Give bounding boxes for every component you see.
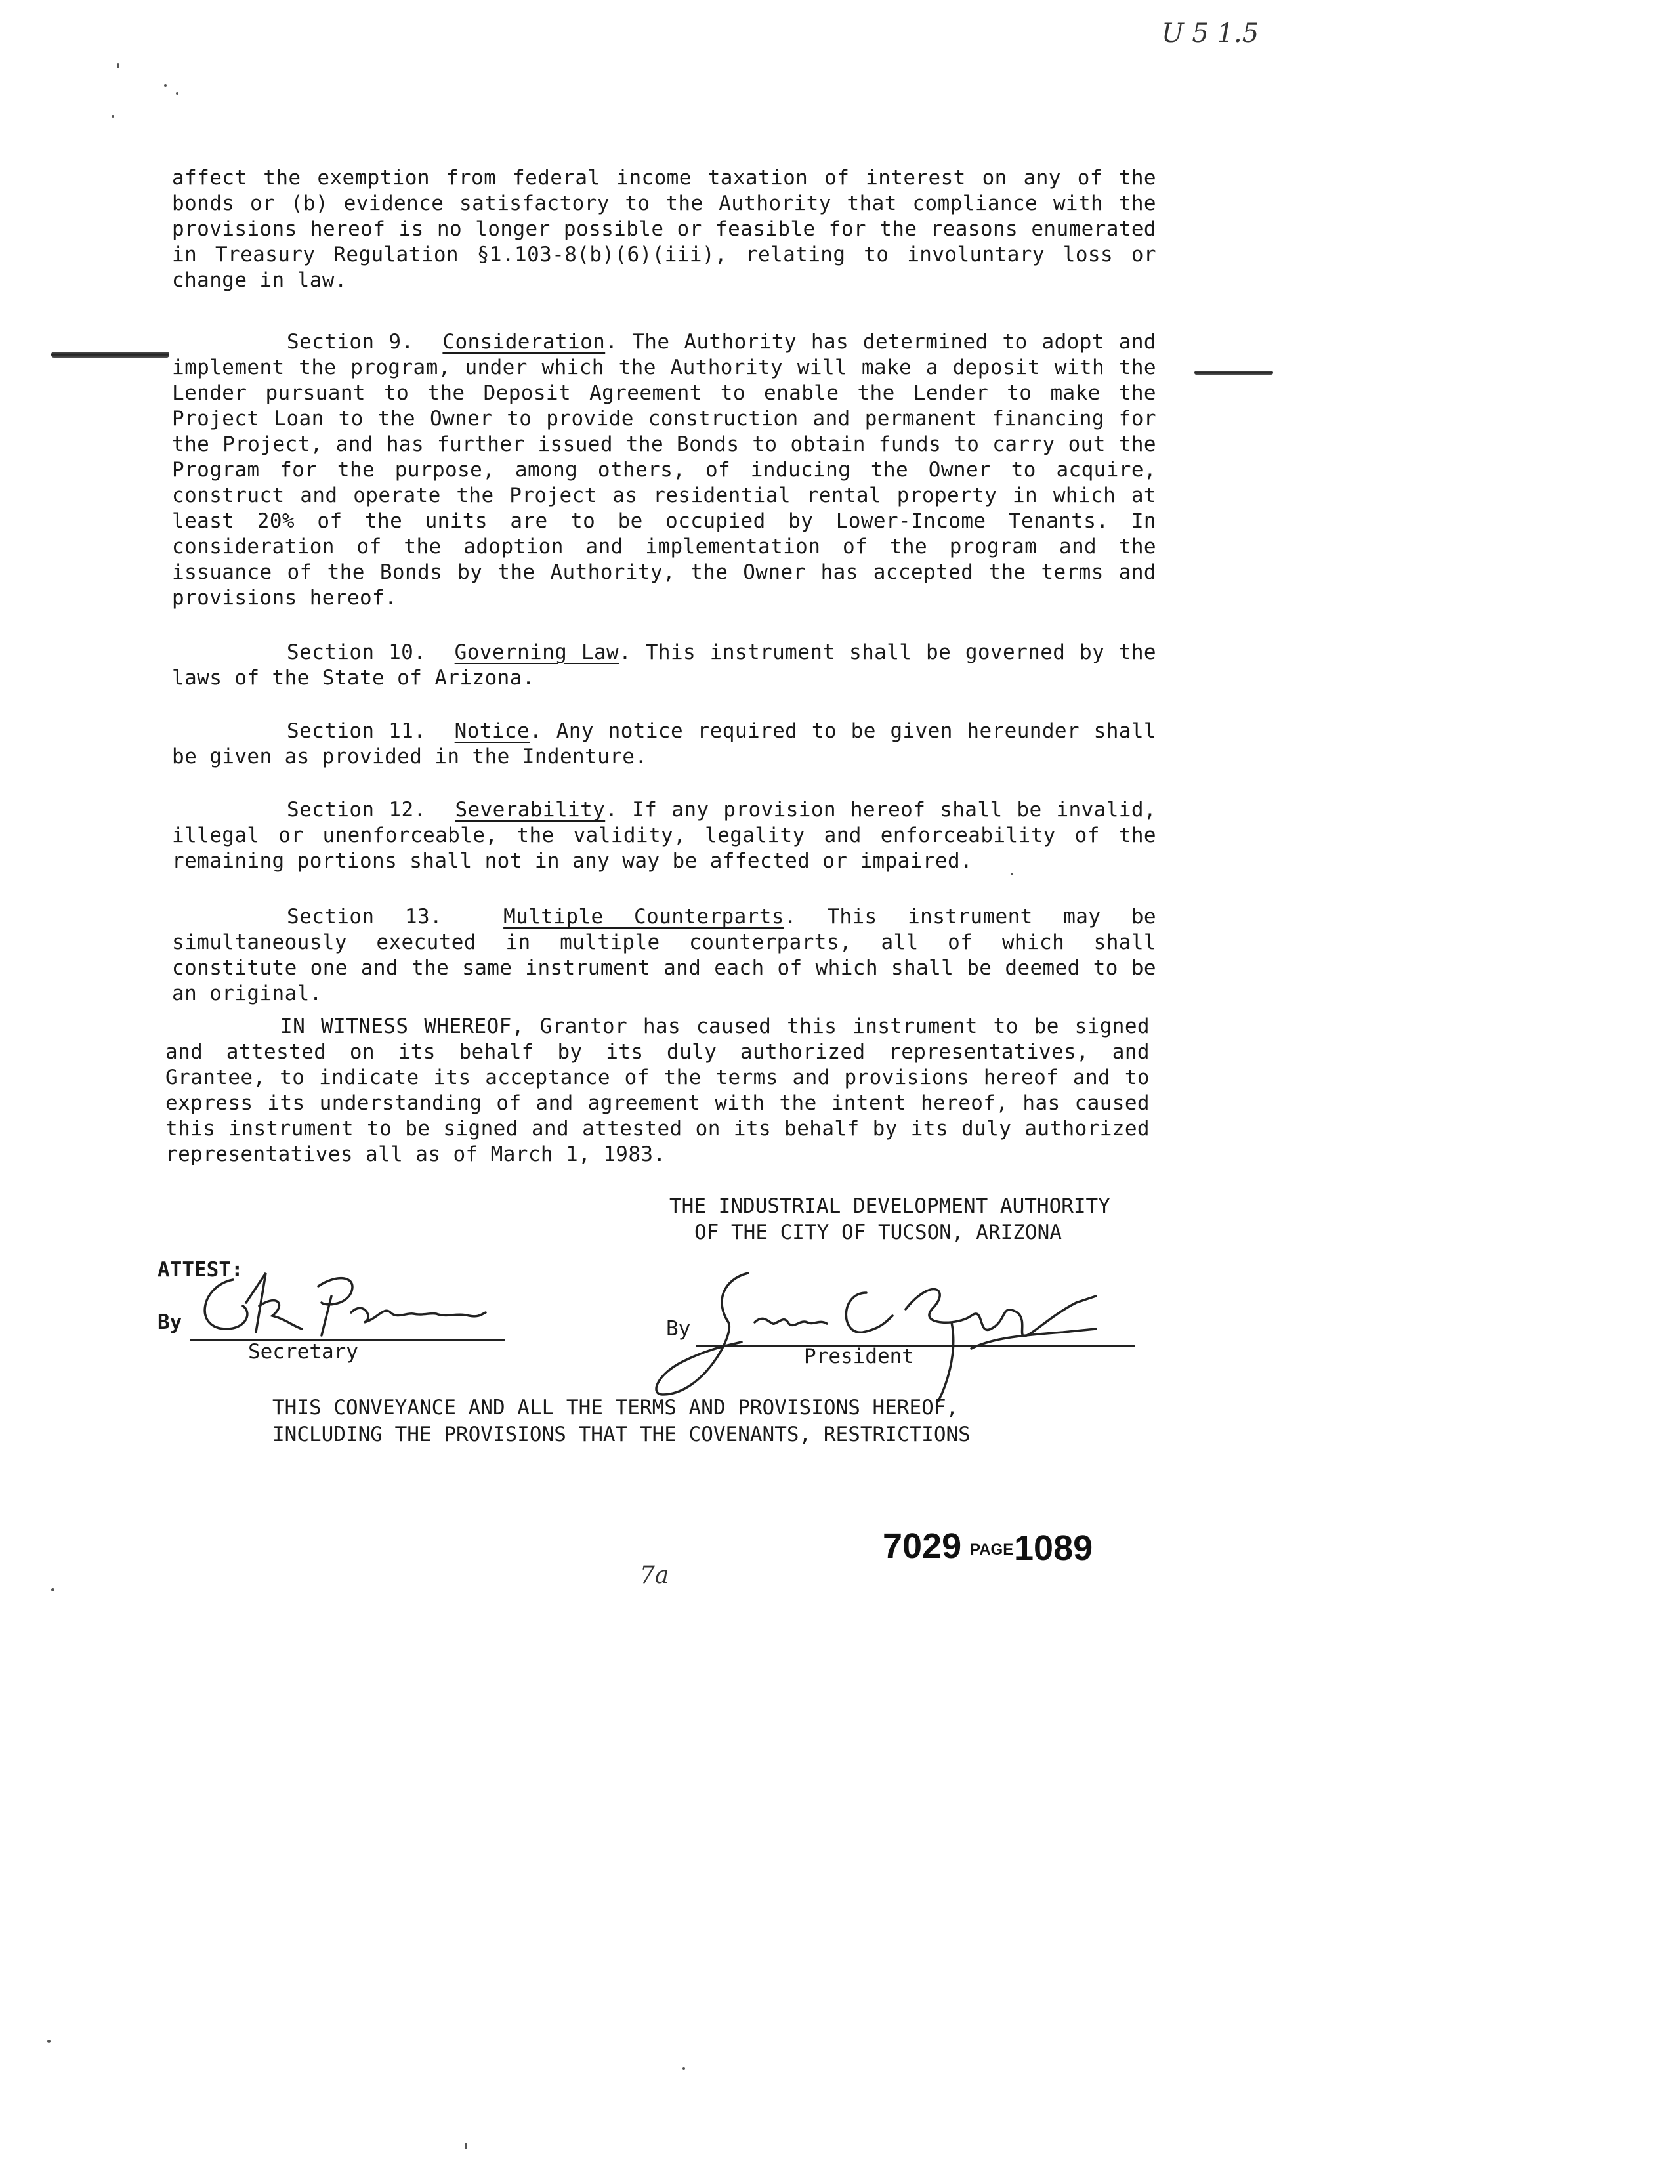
paragraph-continuation: [172, 165, 1156, 293]
secretary-signature: [187, 1267, 489, 1339]
section-11: [172, 719, 1156, 770]
authority-name-line-2: OF THE CITY OF TUCSON, ARIZONA: [694, 1221, 1062, 1244]
scan-speck: [117, 63, 119, 68]
section-10: [172, 640, 1156, 691]
section-13: [172, 904, 1156, 1007]
section-10-body: . This instrument shall be governed by the laws of the State of Arizona.: [172, 640, 1156, 690]
margin-strike-mark-left: [51, 352, 169, 358]
section-12-number: Section 12.: [287, 798, 427, 822]
recording-docket-number: 7029: [883, 1526, 962, 1566]
scan-speck: [1011, 873, 1013, 875]
scan-speck: [682, 2067, 685, 2070]
section-11-title: Notice: [454, 719, 530, 743]
secretary-label: Secretary: [248, 1340, 358, 1364]
recording-page-label: PAGE: [970, 1541, 1014, 1559]
section-12: [172, 797, 1156, 874]
attest-label: ATTEST:: [158, 1258, 243, 1282]
section-9: [172, 329, 1156, 611]
scan-speck: [112, 115, 114, 118]
scan-speck: [51, 1588, 54, 1591]
conveyance-line-1: THIS CONVEYANCE AND ALL THE TERMS AND PROVISIONS HEREOF,: [272, 1396, 959, 1419]
president-label: President: [804, 1345, 914, 1368]
section-13-body: . This instrument may be simultaneously executed in multiple counterparts, all of which shall constitute one and the same instrument and each of which shall be deemed to be an original.: [172, 905, 1156, 1005]
authority-name-line-1: THE INDUSTRIAL DEVELOPMENT AUTHORITY: [669, 1194, 1110, 1218]
by-label-left: By: [158, 1311, 182, 1334]
section-9-number: Section 9.: [287, 330, 414, 354]
by-label-right: By: [666, 1317, 691, 1341]
section-12-title: Severability: [455, 798, 606, 822]
page-mark: 7a: [640, 1562, 669, 1589]
scan-speck: [176, 92, 178, 94]
recording-page-number: 1089: [1014, 1528, 1093, 1568]
section-9-title: Consideration: [442, 330, 606, 354]
section-11-body: . Any notice required to be given hereunder shall be given as provided in the Indenture.: [172, 719, 1156, 768]
scan-speck: [465, 2143, 467, 2149]
conveyance-line-2: INCLUDING THE PROVISIONS THAT THE COVENANTS, RESTRICTIONS: [272, 1423, 971, 1446]
scan-speck: [47, 2040, 51, 2043]
section-13-title: Multiple Counterparts: [503, 905, 784, 929]
section-13-number: Section 13.: [287, 905, 443, 929]
corner-handwritten-note: U 5 1.5: [1162, 18, 1259, 49]
in-witness-text: IN WITNESS WHEREOF, Grantor has caused this instrument to be signed and attested on its behalf by its duly authorized representatives, and Grantee, to indicate its acceptance of the terms and provisions hereof and to express its understanding of and agreement with the intent hereof, has caused this instrument to be signed and attested on its behalf by its duly authorized representatives all as of March 1, 1983.: [165, 1015, 1150, 1166]
scan-speck: [164, 84, 167, 87]
president-signature: [643, 1263, 1102, 1414]
paragraph-continuation-text: affect the exemption from federal income taxation of interest on any of the bonds or (b) evidence satisfactory to the Authority that compliance with the provisions hereof is no longer possible or feasible for the reasons enumerated in Treasury Regulation §1.103-8(b)(6)(iii), relating to involuntary loss or change in law.: [172, 166, 1156, 292]
in-witness-paragraph: [165, 1014, 1150, 1167]
section-10-number: Section 10.: [287, 640, 427, 664]
section-9-body: . The Authority has determined to adopt and implement the program, under which the Authority will make a deposit with the Lender pursuant to the Deposit Agreement to enable the Lender to make the Project Loan to the Owner to provide construction and permanent financing for the Project, and has further issued the Bonds to obtain funds to carry out the Program for the purpose, among others, of inducing the Owner to acquire, construct and operate the Project as residential rental property in which at least 20% of the units are to be occupied by Lower-Income Tenants. In consideration of the adoption and implementation of the program and the issuance of the Bonds by the Authority, the Owner has accepted the terms and provisions hereof.: [172, 330, 1156, 610]
section-11-number: Section 11.: [287, 719, 427, 743]
section-12-body: . If any provision hereof shall be invalid, illegal or unenforceable, the validity, legality and enforceability of the remaining portions shall not in any way be affected or impaired.: [172, 798, 1156, 873]
margin-strike-mark-right: [1194, 371, 1273, 375]
section-10-title: Governing Law: [454, 640, 620, 664]
